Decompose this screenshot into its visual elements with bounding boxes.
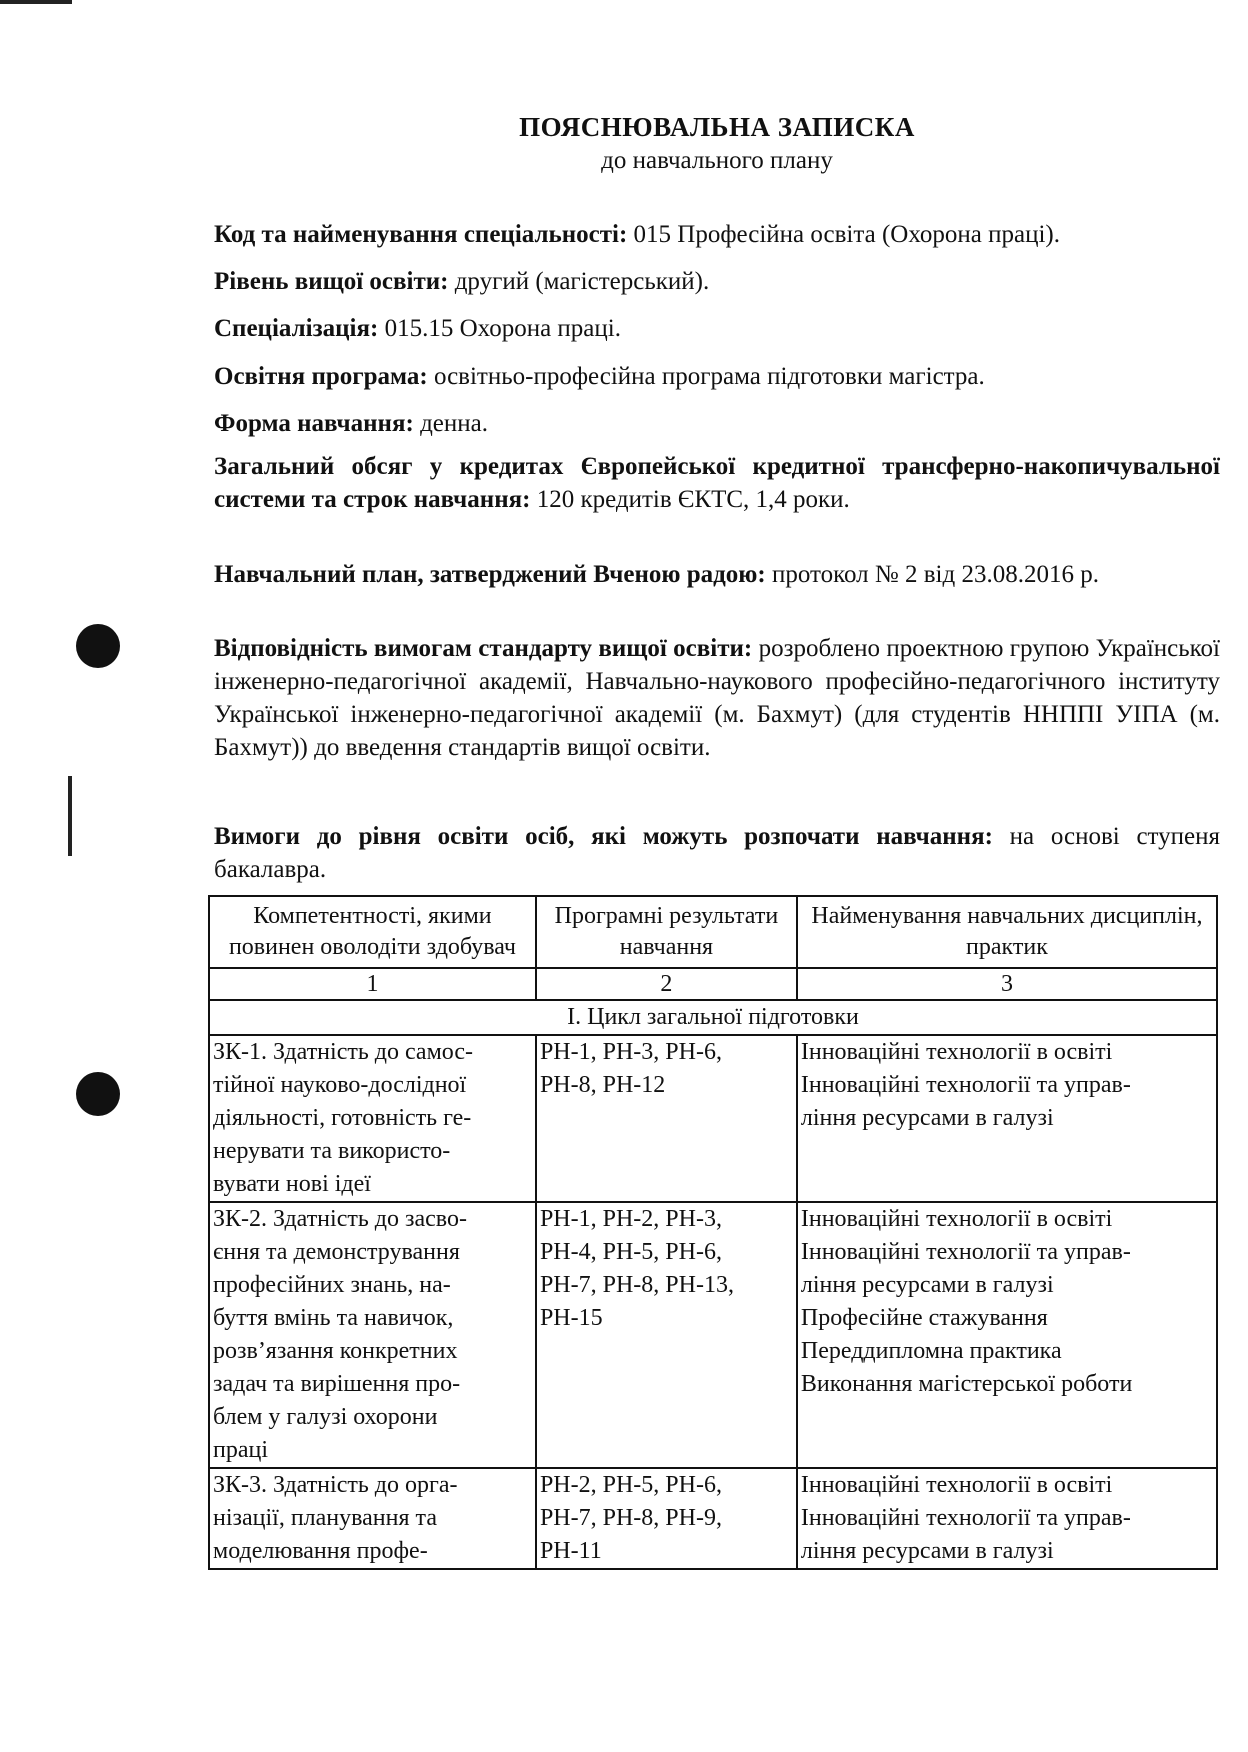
cycle-row (209, 1000, 1217, 1035)
field-label: Форма навчання: (214, 410, 414, 437)
field-label: Спеціалізація: (214, 315, 379, 342)
disciplines-cell (797, 1202, 1217, 1468)
punch-hole-mark (76, 1072, 120, 1116)
field-label: Вимоги до рівня освіти осіб, які можуть розпочати навчання: (214, 823, 993, 850)
field-value: освітньо-професійна програма підготовки магістра. (427, 363, 985, 390)
field-entry-requirements (214, 820, 1220, 886)
field-study-form (214, 407, 1220, 440)
cycle-title: I. Цикл загальної підготовки (209, 1000, 1217, 1035)
field-education-program (214, 360, 1220, 393)
cell-line: Переддипломна практика (800, 1338, 1062, 1364)
table-row (209, 1035, 1217, 1202)
field-standard-compliance (214, 632, 1220, 764)
cell-line: нерувати та використо- (213, 1138, 451, 1164)
column-number-row (209, 968, 1217, 1000)
margin-mark (68, 776, 72, 856)
field-label: Код та найменування спеціальності: (214, 221, 628, 248)
field-label: Освітня програма: (214, 363, 428, 390)
field-education-level (214, 265, 1220, 298)
scan-artifact-line (0, 0, 72, 4)
cell-line: Інноваційні технології в освіті (800, 1472, 1113, 1498)
cell-line: єння та демонстрування (213, 1239, 460, 1265)
cell-line: Інноваційні технології та управ- (800, 1239, 1131, 1265)
disciplines-cell (797, 1035, 1217, 1202)
column-number: 3 (797, 968, 1217, 1000)
cell-line: Професійне стажування (800, 1305, 1048, 1331)
field-value: протокол № 2 від 23.08.2016 р. (765, 561, 1099, 588)
field-value: денна. (413, 410, 488, 437)
table-row (209, 1202, 1217, 1468)
field-value: 015.15 Охорона праці. (378, 315, 621, 342)
field-value: на основі ступеня бакалавра. (214, 823, 1220, 883)
cell-line: Інноваційні технології в освіті (800, 1039, 1113, 1065)
cell-line: ління ресурсами в галузі (800, 1538, 1054, 1564)
disciplines-cell (797, 1468, 1217, 1569)
column-number: 1 (209, 968, 536, 1000)
column-number: 2 (536, 968, 797, 1000)
cell-line: РН-1, РН-3, РН-6, (539, 1039, 722, 1065)
cell-line: розв’язання конкретних (213, 1338, 458, 1364)
cell-line: Інноваційні технології та управ- (800, 1505, 1131, 1531)
cell-line: ЗК-2. Здатність до засво- (213, 1206, 467, 1232)
cell-line: професійних знань, на- (213, 1272, 451, 1298)
field-value: 015 Професійна освіта (Охорона праці). (627, 221, 1060, 248)
cell-line: ЗК-1. Здатність до самос- (213, 1039, 474, 1065)
cell-line: РН-8, РН-12 (539, 1072, 666, 1098)
results-cell (536, 1202, 797, 1468)
competence-cell (209, 1468, 536, 1569)
results-cell (536, 1468, 797, 1569)
cell-line: Інноваційні технології та управ- (800, 1072, 1131, 1098)
cell-line: праці (213, 1437, 269, 1463)
cell-line: Інноваційні технології в освіті (800, 1206, 1113, 1232)
field-specialty-code (214, 218, 1220, 251)
cell-line: нізації, планування та (213, 1505, 437, 1531)
document-title: ПОЯСНЮВАЛЬНА ЗАПИСКА (519, 112, 915, 142)
cell-line: Виконання магістерської роботи (800, 1371, 1133, 1397)
cell-line: РН-7, РН-8, РН-9, (539, 1505, 722, 1531)
cell-line: тійної науково-дослідної (213, 1072, 467, 1098)
header-results: Програмні результати навчання (536, 896, 797, 968)
cell-line: РН-7, РН-8, РН-13, (539, 1272, 734, 1298)
field-specialization (214, 312, 1220, 345)
cell-line: буття вмінь та навичок, (213, 1305, 454, 1331)
cell-line: РН-15 (539, 1305, 603, 1331)
cell-line: задач та вирішення про- (213, 1371, 461, 1397)
header-disciplines: Найменування навчальних дисциплін, практик (797, 896, 1217, 968)
cell-line: РН-1, РН-2, РН-3, (539, 1206, 722, 1232)
cell-line: ління ресурсами в галузі (800, 1105, 1054, 1131)
document-page (214, 112, 1220, 883)
cell-line: ЗК-3. Здатність до орга- (213, 1472, 458, 1498)
results-cell (536, 1035, 797, 1202)
field-value: другий (магістерський). (448, 268, 710, 295)
cell-line: РН-4, РН-5, РН-6, (539, 1239, 722, 1265)
field-label: Загальний обсяг у кредитах Європейської кредитної трансферно-накопичувальної системи та строк навчання: (214, 453, 1220, 513)
cell-line: РН-11 (539, 1538, 602, 1564)
competence-cell (209, 1035, 536, 1202)
field-label: Відповідність вимогам стандарту вищої освіти: (214, 635, 753, 662)
cell-line: РН-2, РН-5, РН-6, (539, 1472, 722, 1498)
competence-table (208, 895, 1218, 1570)
table-body (209, 1035, 1217, 1569)
field-approved-plan (214, 558, 1220, 591)
header-competence: Компетентності, якими повинен оволодіти здобувач (209, 896, 536, 968)
field-label: Рівень вищої освіти: (214, 268, 449, 295)
field-value: 120 кредитів ЄКТС, 1,4 роки. (530, 486, 850, 513)
field-value: розроблено проектною групою Української інженерно-педагогічної академії, Навчально-наукового професійно-педагогічного інституту Української інженерно-педагогічної академії (м. Бахмут) (для студентів ННППІ УІПА (м. Бахмут)) до введення стандартів вищої освіти. (214, 635, 1220, 761)
field-credit-volume (214, 450, 1220, 516)
document-subtitle: до навчального плану (601, 147, 833, 174)
table-row (209, 1468, 1217, 1569)
cell-line: ління ресурсами в галузі (800, 1272, 1054, 1298)
cell-line: вувати нові ідеї (213, 1171, 371, 1197)
punch-hole-mark (76, 624, 120, 668)
field-label: Навчальний план, затверджений Вченою радою: (214, 561, 766, 588)
cell-line: діяльності, готовність ге- (213, 1105, 472, 1131)
cell-line: блем у галузі охорони (213, 1404, 438, 1430)
competence-cell (209, 1202, 536, 1468)
cell-line: моделювання профе- (213, 1538, 428, 1564)
table-header-row (209, 896, 1217, 968)
